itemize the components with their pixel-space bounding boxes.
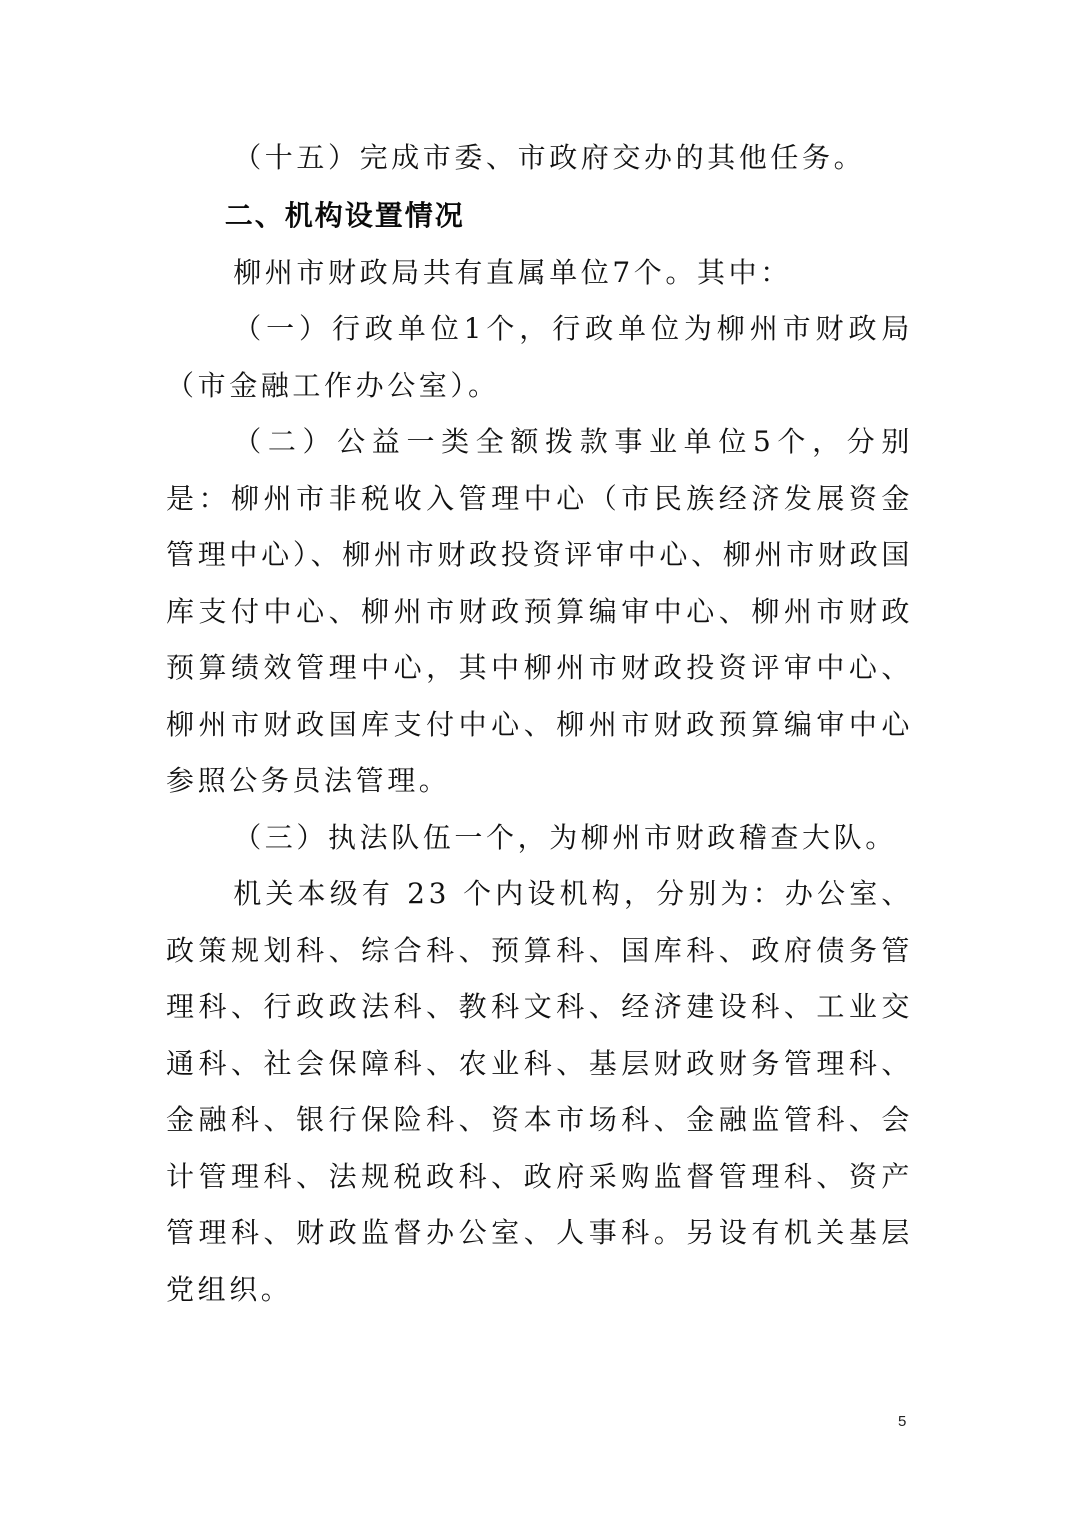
document-body [166,130,913,1318]
paragraph-task-15: （十五）完成市委、市政府交办的其他任务。 [233,141,866,174]
paragraph-internal-departments: 机关本级有 23 个内设机构，分别为：办公室、政策规划科、综合科、预算科、国库科、政府债务管理科、行政政法科、教科文科、经济建设科、工业交通科、社会保障科、农业科、基层财政财务管理科、金融科、银行保险科、资本市场科、金融监管科、会计管理科、法规税政科、政府采购监督管理科、资产管理科、财政监督办公室、人事科。另设有机关基层党组织。 [166,877,913,1306]
paragraph-administrative-unit: （一）行政单位1个，行政单位为柳州市财政局（市金融工作办公室）。 [166,312,913,402]
paragraph-public-institutions: （二）公益一类全额拨款事业单位5个，分别是：柳州市非税收入管理中心（市民族经济发展资金管理中心）、柳州市财政投资评审中心、柳州市财政国库支付中心、柳州市财政预算编审中心、柳州市财政预算绩效管理中心，其中柳州市财政投资评审中心、柳州市财政国库支付中心、柳州市财政预算编审中心参照公务员法管理。 [166,425,913,797]
paragraph-direct-units: 柳州市财政局共有直属单位7个。其中： [233,255,792,289]
paragraph-enforcement-team: （三）执法队伍一个，为柳州市财政稽查大队。 [233,820,897,854]
page-number: 5 [898,1413,907,1430]
section-heading-institution-setup: 二、机构设置情况 [224,198,465,232]
